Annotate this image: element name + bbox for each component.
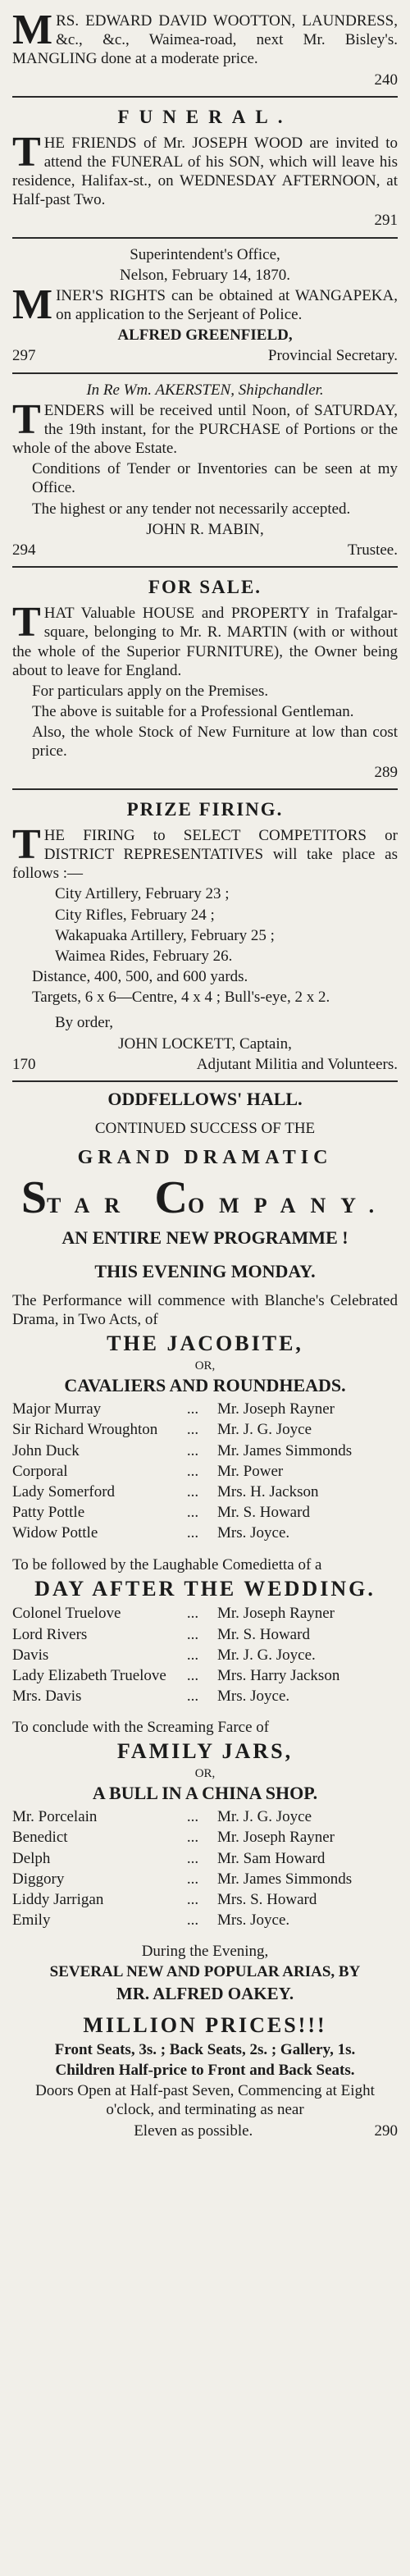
ad-miners-rights	[12, 239, 398, 372]
cast-row	[12, 1441, 398, 1461]
actor-name: Mrs. Harry Jackson	[217, 1666, 340, 1684]
ad-oddfellows-hall	[12, 1082, 398, 2147]
cast-row	[12, 1645, 398, 1665]
actor-name: Mr. J. G. Joyce	[217, 1421, 312, 1439]
role-name: Liddy Jarrigan	[12, 1890, 104, 1908]
role-name: Benedict	[12, 1829, 68, 1847]
cast-row	[12, 1624, 398, 1645]
actor-name: Mr. J. G. Joyce.	[217, 1646, 316, 1664]
role-name: Sir Richard Wroughton	[12, 1421, 158, 1439]
cast-row	[12, 1523, 398, 1543]
leader-dots: ...	[186, 1524, 199, 1542]
ad-number: 289	[374, 763, 398, 781]
during-line: During the Evening,	[141, 1943, 269, 1961]
actor-name: Mrs. Joyce.	[217, 1524, 290, 1542]
role-name: Emily	[12, 1911, 51, 1930]
leader-dots: ...	[186, 1870, 199, 1888]
star-company	[12, 1170, 398, 1226]
signatory-name: ALFRED GREENFIELD,	[117, 327, 293, 345]
signatory-title: Adjutant Militia and Volunteers.	[196, 1055, 398, 1073]
signatory-name: JOHN R. MABIN,	[146, 520, 264, 538]
cast-row	[12, 1665, 398, 1686]
schedule-item: City Artillery, February 23 ;	[55, 885, 230, 903]
cast-row	[12, 1482, 398, 1502]
leader-dots: ...	[186, 1829, 199, 1847]
leader-dots: ...	[186, 1688, 199, 1706]
actor-name: Mr. S. Howard	[217, 1625, 310, 1643]
office-line: Superintendent's Office,	[130, 245, 280, 263]
by-order: By order,	[55, 1014, 113, 1032]
ad-number: 294	[12, 541, 36, 559]
drop-cap: M	[12, 7, 53, 53]
leader-dots: ...	[186, 1808, 199, 1826]
play-title: DAY AFTER THE WEDDING.	[34, 1576, 376, 1601]
leader-dots: ...	[186, 1400, 199, 1418]
star-ompany: OMPANY.	[187, 1194, 390, 1218]
role-name: Mr. Porcelain	[12, 1808, 98, 1826]
role-name: Delph	[12, 1849, 51, 1867]
ad-number: 297	[12, 347, 36, 365]
intro-line: To be followed by the Laughable Comedietta of a	[12, 1555, 322, 1573]
leader-dots: ...	[186, 1421, 199, 1439]
role-name: Mrs. Davis	[12, 1688, 82, 1706]
leader-dots: ...	[186, 1890, 199, 1908]
intro-line: The Performance will commence with Blanche's Celebrated Drama, in Two Acts, of	[12, 1292, 398, 1329]
role-name: Lady Somerford	[12, 1482, 116, 1500]
ad-text: HAT Valuable HOUSE and PROPERTY in Trafalgar-square, belonging to Mr. R. MARTIN (with or without the whole of the Superior FURNITURE), the Owner being about to leave for England.	[12, 605, 398, 679]
cast-list-jacobite	[12, 1399, 398, 1543]
cast-row	[12, 1889, 398, 1910]
cast-row	[12, 1419, 398, 1440]
cast-row	[12, 1686, 398, 1706]
ad-text: ENDERS will be received until Noon, of SATURDAY, the 19th instant, for the PURCHASE of Portions or the whole of the above Estate.	[12, 401, 398, 458]
role-name: Lady Elizabeth Truelove	[12, 1666, 166, 1684]
this-evening: THIS EVENING MONDAY.	[94, 1261, 316, 1282]
drop-cap: M	[12, 281, 53, 328]
ad-prize-firing	[12, 790, 398, 1080]
ad-text: HE FIRING to SELECT COMPETITORS or DISTRICT REPRESENTATIVES will take place as follows :—	[12, 826, 398, 883]
ad-number: 290	[374, 2122, 398, 2140]
date-line: Nelson, February 14, 1870.	[120, 266, 290, 284]
actor-name: Mrs. H. Jackson	[217, 1482, 319, 1500]
role-name: Patty Pottle	[12, 1504, 85, 1522]
leader-dots: ...	[186, 1605, 199, 1623]
cast-row	[12, 1461, 398, 1482]
actor-name: Mr. Power	[217, 1462, 284, 1480]
cast-row	[12, 1848, 398, 1869]
drop-cap: T	[12, 820, 41, 868]
actor-name: Mr. James Simmonds	[217, 1870, 353, 1888]
estate-heading: In Re Wm. AKERSTEN, Shipchandler.	[86, 381, 324, 399]
cast-row	[12, 1806, 398, 1827]
cast-row	[12, 1399, 398, 1419]
leader-dots: ...	[186, 1504, 199, 1522]
schedule-item: City Rifles, February 24 ;	[55, 906, 215, 924]
or-line: OR,	[194, 1359, 216, 1373]
role-name: Lord Rivers	[12, 1625, 88, 1643]
ad-heading: PRIZE FIRING.	[126, 798, 284, 820]
actor-name: Mrs. S. Howard	[217, 1890, 317, 1908]
signatory-title: Provincial Secretary.	[267, 347, 398, 365]
play-subtitle: A BULL IN A CHINA SHOP.	[92, 1783, 318, 1804]
ad-for-sale	[12, 568, 398, 788]
new-programme: AN ENTIRE NEW PROGRAMME !	[61, 1227, 348, 1249]
star-c: C	[154, 1172, 188, 1224]
ad-text: RS. EDWARD DAVID WOOTTON, LAUNDRESS, &c., &c., Waimea-road, next Mr. Bisley's. MANGLING done at a moderate price.	[12, 12, 398, 68]
ad-paragraph: For particulars apply on the Premises.	[32, 682, 269, 700]
ad-number: 291	[374, 212, 398, 230]
star-tar: TAR	[47, 1194, 134, 1218]
role-name: Major Murray	[12, 1400, 102, 1418]
schedule-item: Wakapuaka Artillery, February 25 ;	[55, 926, 275, 944]
ad-wootton	[12, 5, 398, 96]
role-name: Corporal	[12, 1462, 68, 1480]
ad-heading: FUNERAL.	[117, 106, 293, 127]
schedule-item: Waimea Rides, February 26.	[55, 947, 233, 965]
ad-paragraph: The above is suitable for a Professional Gentleman.	[32, 703, 354, 721]
ad-paragraph: Conditions of Tender or Inventories can be seen at my Office.	[32, 460, 398, 497]
arias-line: SEVERAL NEW AND POPULAR ARIAS, BY	[49, 1963, 361, 1981]
role-name: Widow Pottle	[12, 1524, 98, 1542]
cast-row	[12, 1910, 398, 1930]
ad-number: 170	[12, 1055, 36, 1073]
prices-heading: MILLION PRICES!!!	[83, 2013, 327, 2038]
role-name: Davis	[12, 1646, 49, 1664]
ad-text: HE FRIENDS of Mr. JOSEPH WOOD are invited to attend the FUNERAL of his SON, which will leave his residence, Halifax-st., on WEDNESDAY AFTERNOON, at Half-past Two.	[12, 134, 398, 209]
role-name: Diggory	[12, 1870, 65, 1888]
role-name: John Duck	[12, 1441, 80, 1459]
leader-dots: ...	[186, 1441, 199, 1459]
drop-cap: T	[12, 395, 41, 443]
actor-name: Mr. Sam Howard	[217, 1849, 326, 1867]
leader-dots: ...	[186, 1482, 199, 1500]
leader-dots: ...	[186, 1625, 199, 1643]
play-subtitle: CAVALIERS AND ROUNDHEADS.	[64, 1375, 346, 1396]
ad-heading: FOR SALE.	[148, 577, 262, 598]
newspaper-column	[12, 0, 398, 2147]
cast-row	[12, 1603, 398, 1624]
children-prices: Children Half-price to Front and Back Seats.	[55, 2062, 355, 2080]
leader-dots: ...	[186, 1849, 199, 1867]
actor-name: Mr. James Simmonds	[217, 1441, 353, 1459]
intro-line: To conclude with the Screaming Farce of	[12, 1719, 270, 1737]
grand-dramatic: GRAND DRAMATIC	[77, 1146, 333, 1168]
star-s: S	[20, 1172, 48, 1224]
venue-title: ODDFELLOWS' HALL.	[107, 1088, 303, 1109]
distance-line: Distance, 400, 500, and 600 yards.	[32, 968, 248, 986]
leader-dots: ...	[186, 1462, 199, 1480]
actor-name: Mr. Joseph Rayner	[217, 1400, 335, 1418]
or-line: OR,	[194, 1767, 216, 1781]
ad-tenders	[12, 374, 398, 567]
signatory-name: JOHN LOCKETT, Captain,	[118, 1035, 292, 1053]
actor-name: Mr. Joseph Rayner	[217, 1605, 335, 1623]
ad-number: 240	[374, 71, 398, 89]
actor-name: Mr. Joseph Rayner	[217, 1829, 335, 1847]
leader-dots: ...	[186, 1666, 199, 1684]
actor-name: Mr. J. G. Joyce	[217, 1808, 312, 1826]
cast-row	[12, 1827, 398, 1848]
play-title: FAMILY JARS,	[116, 1739, 294, 1764]
drop-cap: T	[12, 599, 41, 646]
performer-line: MR. ALFRED OAKEY.	[116, 1983, 294, 2003]
ad-funeral	[12, 98, 398, 237]
cast-row	[12, 1869, 398, 1889]
role-name: Colonel Truelove	[12, 1605, 121, 1623]
cast-row	[12, 1502, 398, 1523]
cast-list-family-jars	[12, 1806, 398, 1930]
leader-dots: ...	[186, 1911, 199, 1930]
signatory-title: Trustee.	[347, 541, 398, 559]
actor-name: Mr. S. Howard	[217, 1504, 310, 1522]
doors-line-end: Eleven as possible.	[134, 2122, 253, 2140]
doors-line: Doors Open at Half-past Seven, Commencing at Eight o'clock, and terminating as near	[35, 2082, 375, 2119]
ad-text: INER'S RIGHTS can be obtained at WANGAPEKA, on application to the Serjeant of Police.	[56, 286, 398, 324]
ad-paragraph: The highest or any tender not necessarily accepted.	[32, 500, 351, 518]
drop-cap: T	[12, 128, 41, 176]
targets-line: Targets, 6 x 6—Centre, 4 x 4 ; Bull's-eye, 2 x 2.	[32, 989, 330, 1007]
cast-list-wedding	[12, 1603, 398, 1706]
leader-dots: ...	[186, 1646, 199, 1664]
actor-name: Mrs. Joyce.	[217, 1688, 290, 1706]
play-title: THE JACOBITE,	[107, 1331, 303, 1356]
seat-prices: Front Seats, 3s. ; Back Seats, 2s. ; Gallery, 1s.	[54, 2040, 356, 2058]
continued-line: CONTINUED SUCCESS OF THE	[94, 1119, 316, 1137]
actor-name: Mrs. Joyce.	[217, 1911, 290, 1930]
ad-paragraph: Also, the whole Stock of New Furniture at low than cost price.	[32, 724, 398, 760]
